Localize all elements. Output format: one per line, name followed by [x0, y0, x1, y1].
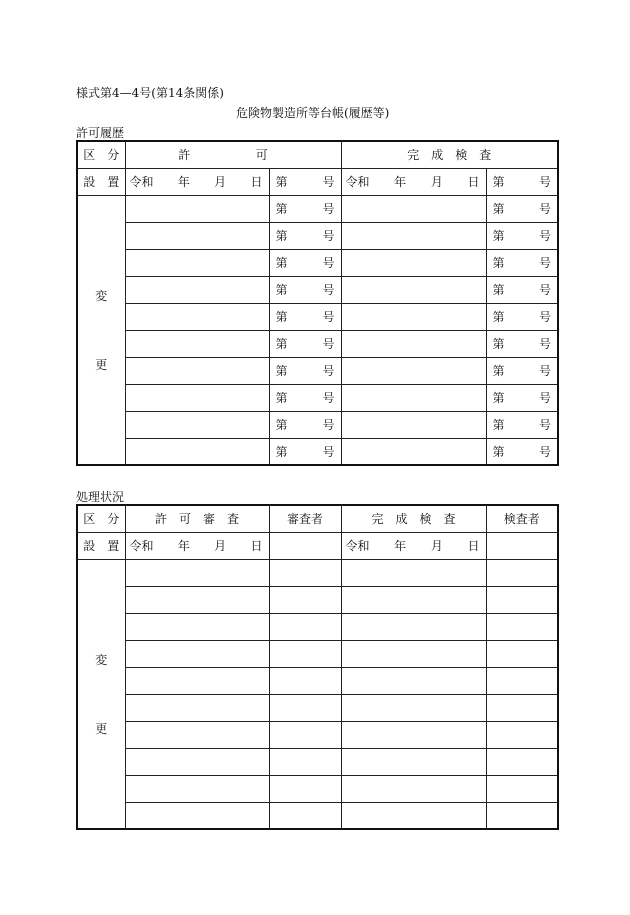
kyoka-header: [125, 141, 341, 168]
change-permit-number-cell[interactable]: [269, 276, 341, 303]
change-inspection-number-cell[interactable]: [486, 276, 558, 303]
change-inspection-date-cell[interactable]: [341, 330, 486, 357]
change-inspector-cell[interactable]: [486, 748, 558, 775]
change-inspection-number-cell[interactable]: [486, 249, 558, 276]
change-inspection-date-cell[interactable]: [341, 357, 486, 384]
kyoka-shinsa-header: 許 可 審 査: [125, 505, 269, 532]
install-inspection-date-cell[interactable]: [341, 532, 486, 559]
install-label: 設 置: [77, 168, 125, 195]
kubun-header: 区 分: [77, 505, 125, 532]
change-review-cell[interactable]: [125, 559, 269, 586]
change-review-cell[interactable]: [125, 640, 269, 667]
change-inspection-number-cell[interactable]: [486, 303, 558, 330]
permit-change-row: [77, 303, 558, 330]
change-permit-date-cell[interactable]: [125, 438, 269, 465]
go-label: 号: [322, 364, 335, 378]
change-reviewer-cell[interactable]: [269, 748, 341, 775]
change-permit-date-cell[interactable]: [125, 195, 269, 222]
go-label: 号: [539, 364, 552, 378]
kansei-kensa-header: 完 成 検 査: [341, 505, 486, 532]
change-permit-number-cell[interactable]: [269, 384, 341, 411]
dai-label: 第: [275, 418, 288, 432]
change-review-cell[interactable]: [125, 802, 269, 829]
form-number: 様式第4—4号(第14条関係): [76, 86, 224, 100]
processing-change-row: [77, 613, 558, 640]
permit-change-row: [77, 195, 558, 222]
go-label: 号: [539, 283, 552, 297]
go-label: 号: [539, 391, 552, 405]
processing-status-table: [76, 504, 559, 830]
reiwa-label: 令和: [129, 539, 154, 553]
change-label: [78, 651, 125, 737]
change-permit-date-cell[interactable]: [125, 249, 269, 276]
processing-status-label: 処理状況: [76, 490, 125, 504]
go-label: 号: [539, 229, 552, 243]
dai-label: 第: [275, 310, 288, 324]
day-label: 日: [467, 175, 480, 189]
day-label: 日: [467, 539, 480, 553]
change-review-cell[interactable]: [125, 721, 269, 748]
go-label: 号: [322, 175, 335, 189]
change-permit-date-cell[interactable]: [125, 222, 269, 249]
change-inspection-cell[interactable]: [341, 694, 486, 721]
change-inspector-cell[interactable]: [486, 802, 558, 829]
change-permit-date-cell[interactable]: [125, 303, 269, 330]
change-inspector-cell[interactable]: [486, 721, 558, 748]
day-label: 日: [250, 539, 263, 553]
install-permit-number-cell[interactable]: [269, 168, 341, 195]
change-inspection-number-cell[interactable]: [486, 330, 558, 357]
year-label: 年: [394, 539, 407, 553]
kyoka-header-char-1: 許: [178, 148, 191, 163]
change-inspector-cell[interactable]: [486, 559, 558, 586]
month-label: 月: [430, 539, 443, 553]
dai-label: 第: [492, 202, 505, 216]
change-permit-date-cell[interactable]: [125, 384, 269, 411]
permit-change-row: [77, 438, 558, 465]
go-label: 号: [322, 337, 335, 351]
page-title: 危険物製造所等台帳(履歴等): [236, 106, 390, 120]
dai-label: 第: [275, 337, 288, 351]
change-reviewer-cell[interactable]: [269, 586, 341, 613]
dai-label: 第: [492, 256, 505, 270]
change-label-char-1: 変: [95, 288, 108, 303]
dai-label: 第: [275, 391, 288, 405]
change-reviewer-cell[interactable]: [269, 694, 341, 721]
change-label-cell: [77, 195, 125, 465]
change-review-cell[interactable]: [125, 613, 269, 640]
change-inspection-cell[interactable]: [341, 613, 486, 640]
install-reviewer-cell[interactable]: [269, 532, 341, 559]
permit-install-row: [77, 168, 558, 195]
go-label: 号: [322, 229, 335, 243]
change-inspection-date-cell[interactable]: [341, 195, 486, 222]
change-inspection-date-cell[interactable]: [341, 276, 486, 303]
change-reviewer-cell[interactable]: [269, 667, 341, 694]
change-inspection-number-cell[interactable]: [486, 222, 558, 249]
permit-history-header-row: [77, 141, 558, 168]
processing-change-row: [77, 667, 558, 694]
processing-change-row: [77, 559, 558, 586]
processing-header-row: [77, 505, 558, 532]
change-inspection-number-cell[interactable]: [486, 384, 558, 411]
change-permit-number-cell[interactable]: [269, 357, 341, 384]
change-inspection-cell[interactable]: [341, 721, 486, 748]
change-permit-date-cell[interactable]: [125, 357, 269, 384]
year-label: 年: [394, 175, 407, 189]
change-permit-number-cell[interactable]: [269, 438, 341, 465]
dai-label: 第: [492, 418, 505, 432]
permit-change-row: [77, 222, 558, 249]
change-inspection-date-cell[interactable]: [341, 249, 486, 276]
change-inspection-cell[interactable]: [341, 802, 486, 829]
change-inspection-date-cell[interactable]: [341, 384, 486, 411]
change-inspection-number-cell[interactable]: [486, 195, 558, 222]
change-inspection-number-cell[interactable]: [486, 438, 558, 465]
processing-change-row: [77, 640, 558, 667]
change-review-cell[interactable]: [125, 586, 269, 613]
change-permit-number-cell[interactable]: [269, 222, 341, 249]
go-label: 号: [322, 283, 335, 297]
day-label: 日: [250, 175, 263, 189]
change-inspector-cell[interactable]: [486, 586, 558, 613]
kansei-kensa-header: 完 成 検 査: [341, 141, 558, 168]
change-reviewer-cell[interactable]: [269, 802, 341, 829]
change-review-cell[interactable]: [125, 667, 269, 694]
permit-change-row: [77, 357, 558, 384]
change-inspector-cell[interactable]: [486, 613, 558, 640]
kensasha-header: 検査者: [486, 505, 558, 532]
kyoka-header-char-2: 可: [255, 148, 268, 163]
go-label: 号: [539, 444, 552, 459]
dai-label: 第: [492, 444, 505, 459]
change-permit-number-cell[interactable]: [269, 303, 341, 330]
change-inspection-cell[interactable]: [341, 775, 486, 802]
dai-label: 第: [492, 310, 505, 324]
reiwa-label: 令和: [345, 539, 370, 553]
dai-label: 第: [275, 256, 288, 270]
change-inspection-date-cell[interactable]: [341, 438, 486, 465]
install-permit-date-cell[interactable]: [125, 168, 269, 195]
year-label: 年: [177, 175, 190, 189]
install-review-date-cell[interactable]: [125, 532, 269, 559]
processing-install-row: [77, 532, 558, 559]
dai-label: 第: [492, 364, 505, 378]
change-label-char-2: 更: [95, 721, 108, 736]
permit-history-label: 許可履歴: [76, 126, 125, 140]
change-inspection-date-cell[interactable]: [341, 303, 486, 330]
change-permit-number-cell[interactable]: [269, 249, 341, 276]
change-review-cell[interactable]: [125, 775, 269, 802]
change-label-char-1: 変: [95, 652, 108, 667]
go-label: 号: [539, 337, 552, 351]
change-permit-date-cell[interactable]: [125, 411, 269, 438]
change-inspection-date-cell[interactable]: [341, 411, 486, 438]
dai-label: 第: [492, 229, 505, 243]
processing-change-row: [77, 748, 558, 775]
permit-change-row: [77, 249, 558, 276]
change-review-cell[interactable]: [125, 694, 269, 721]
change-inspection-date-cell[interactable]: [341, 222, 486, 249]
change-label-char-2: 更: [95, 357, 108, 372]
change-inspector-cell[interactable]: [486, 775, 558, 802]
change-reviewer-cell[interactable]: [269, 613, 341, 640]
go-label: 号: [322, 418, 335, 432]
change-permit-date-cell[interactable]: [125, 276, 269, 303]
change-reviewer-cell[interactable]: [269, 721, 341, 748]
dai-label: 第: [492, 337, 505, 351]
go-label: 号: [322, 256, 335, 270]
change-inspector-cell[interactable]: [486, 640, 558, 667]
dai-label: 第: [275, 283, 288, 297]
install-label: 設 置: [77, 532, 125, 559]
change-label-cell: [77, 559, 125, 829]
install-inspector-cell[interactable]: [486, 532, 558, 559]
go-label: 号: [539, 418, 552, 432]
change-inspection-cell[interactable]: [341, 667, 486, 694]
reiwa-label: 令和: [345, 175, 370, 189]
shinsasha-header: 審査者: [269, 505, 341, 532]
permit-change-row: [77, 330, 558, 357]
dai-label: 第: [492, 175, 505, 189]
change-inspection-cell[interactable]: [341, 748, 486, 775]
kubun-header: 区 分: [77, 141, 125, 168]
permit-change-row: [77, 276, 558, 303]
permit-change-row: [77, 384, 558, 411]
go-label: 号: [539, 175, 552, 189]
dai-label: 第: [275, 444, 288, 459]
reiwa-label: 令和: [129, 175, 154, 189]
processing-change-row: [77, 721, 558, 748]
change-permit-number-cell[interactable]: [269, 195, 341, 222]
dai-label: 第: [275, 364, 288, 378]
go-label: 号: [322, 202, 335, 216]
change-review-cell[interactable]: [125, 748, 269, 775]
change-permit-date-cell[interactable]: [125, 330, 269, 357]
change-label: [78, 287, 125, 373]
dai-label: 第: [492, 283, 505, 297]
dai-label: 第: [492, 391, 505, 405]
change-inspector-cell[interactable]: [486, 667, 558, 694]
change-permit-number-cell[interactable]: [269, 411, 341, 438]
month-label: 月: [430, 175, 443, 189]
permit-history-table: [76, 140, 559, 466]
processing-change-row: [77, 802, 558, 829]
processing-change-row: [77, 694, 558, 721]
processing-change-row: [77, 586, 558, 613]
processing-change-row: [77, 775, 558, 802]
dai-label: 第: [275, 229, 288, 243]
change-permit-number-cell[interactable]: [269, 330, 341, 357]
go-label: 号: [322, 391, 335, 405]
change-inspection-cell[interactable]: [341, 559, 486, 586]
year-label: 年: [177, 539, 190, 553]
go-label: 号: [539, 202, 552, 216]
change-inspection-cell[interactable]: [341, 640, 486, 667]
go-label: 号: [322, 444, 335, 459]
go-label: 号: [322, 310, 335, 324]
month-label: 月: [214, 539, 227, 553]
change-reviewer-cell[interactable]: [269, 775, 341, 802]
change-inspection-cell[interactable]: [341, 586, 486, 613]
dai-label: 第: [275, 175, 288, 189]
change-inspector-cell[interactable]: [486, 694, 558, 721]
change-reviewer-cell[interactable]: [269, 640, 341, 667]
go-label: 号: [539, 310, 552, 324]
month-label: 月: [214, 175, 227, 189]
install-inspection-date-cell[interactable]: [341, 168, 486, 195]
dai-label: 第: [275, 202, 288, 216]
install-inspection-number-cell[interactable]: [486, 168, 558, 195]
go-label: 号: [539, 256, 552, 270]
permit-change-row: [77, 411, 558, 438]
change-reviewer-cell[interactable]: [269, 559, 341, 586]
change-inspection-number-cell[interactable]: [486, 411, 558, 438]
change-inspection-number-cell[interactable]: [486, 357, 558, 384]
